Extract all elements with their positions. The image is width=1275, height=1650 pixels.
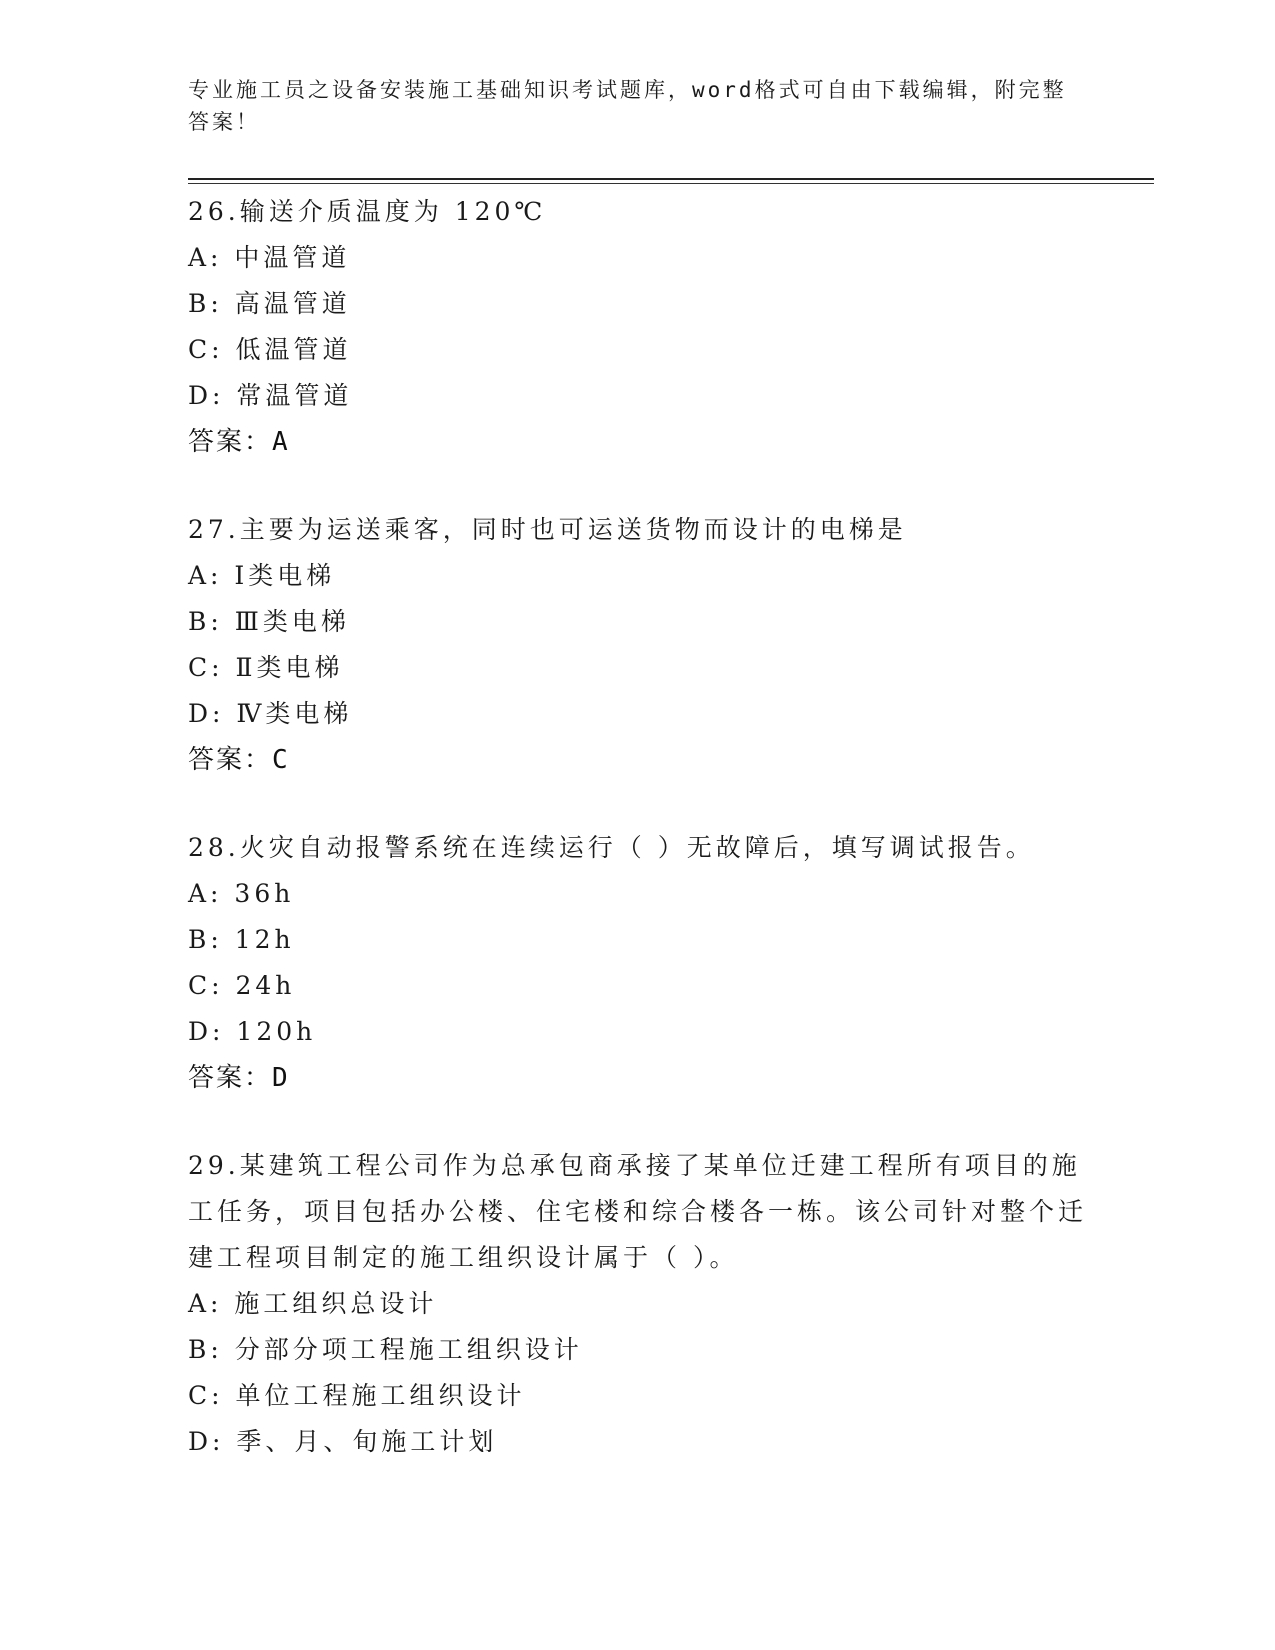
option-d: D: 120h <box>188 1017 317 1046</box>
option-b: B: 分部分项工程施工组织设计 <box>188 1335 583 1364</box>
question-stem: 29.某建筑工程公司作为总承包商承接了某单位迁建工程所有项目的施工任务，项目包括办公楼、住宅楼和综合楼各一栋。该公司针对整个迁建工程项目制定的施工组织设计属于（ ）。 <box>188 1151 1088 1272</box>
option-c: C: 24h <box>188 971 296 1000</box>
option-d: D: 常温管道 <box>188 381 353 410</box>
question-stem: 28.火灾自动报警系统在连续运行（ ）无故障后，填写调试报告。 <box>188 833 1035 862</box>
option-c: C: 单位工程施工组织设计 <box>188 1381 526 1410</box>
option-c: C: Ⅱ类电梯 <box>188 653 344 682</box>
option-c: C: 低温管道 <box>188 335 352 364</box>
option-a: A: 中温管道 <box>188 243 351 272</box>
option-a: A: 施工组织总设计 <box>188 1289 438 1318</box>
question-29 <box>188 1143 1088 1465</box>
document-header: 专业施工员之设备安装施工基础知识考试题库，word格式可自由下载编辑，附完整答案！ <box>188 78 1067 134</box>
option-d: D: Ⅳ类电梯 <box>188 699 353 728</box>
option-a: A: 36h <box>188 879 295 908</box>
answer-line: 答案：D <box>188 1063 290 1093</box>
answer-line: 答案：A <box>188 427 290 457</box>
option-b: B: 12h <box>188 925 295 954</box>
header-divider-thin <box>188 183 1154 184</box>
question-26 <box>188 189 1088 465</box>
option-b: B: Ⅲ类电梯 <box>188 607 350 636</box>
question-28 <box>188 825 1088 1101</box>
question-stem: 26.输送介质温度为 120℃ <box>188 197 547 226</box>
answer-line: 答案：C <box>188 745 290 775</box>
header-divider-thick <box>188 178 1154 180</box>
question-27 <box>188 507 1088 783</box>
option-a: A: Ⅰ类电梯 <box>188 561 336 590</box>
option-b: B: 高温管道 <box>188 289 351 318</box>
option-d: D: 季、月、旬施工计划 <box>188 1427 498 1456</box>
question-stem: 27.主要为运送乘客，同时也可运送货物而设计的电梯是 <box>188 515 907 544</box>
question-list <box>188 189 1088 1507</box>
